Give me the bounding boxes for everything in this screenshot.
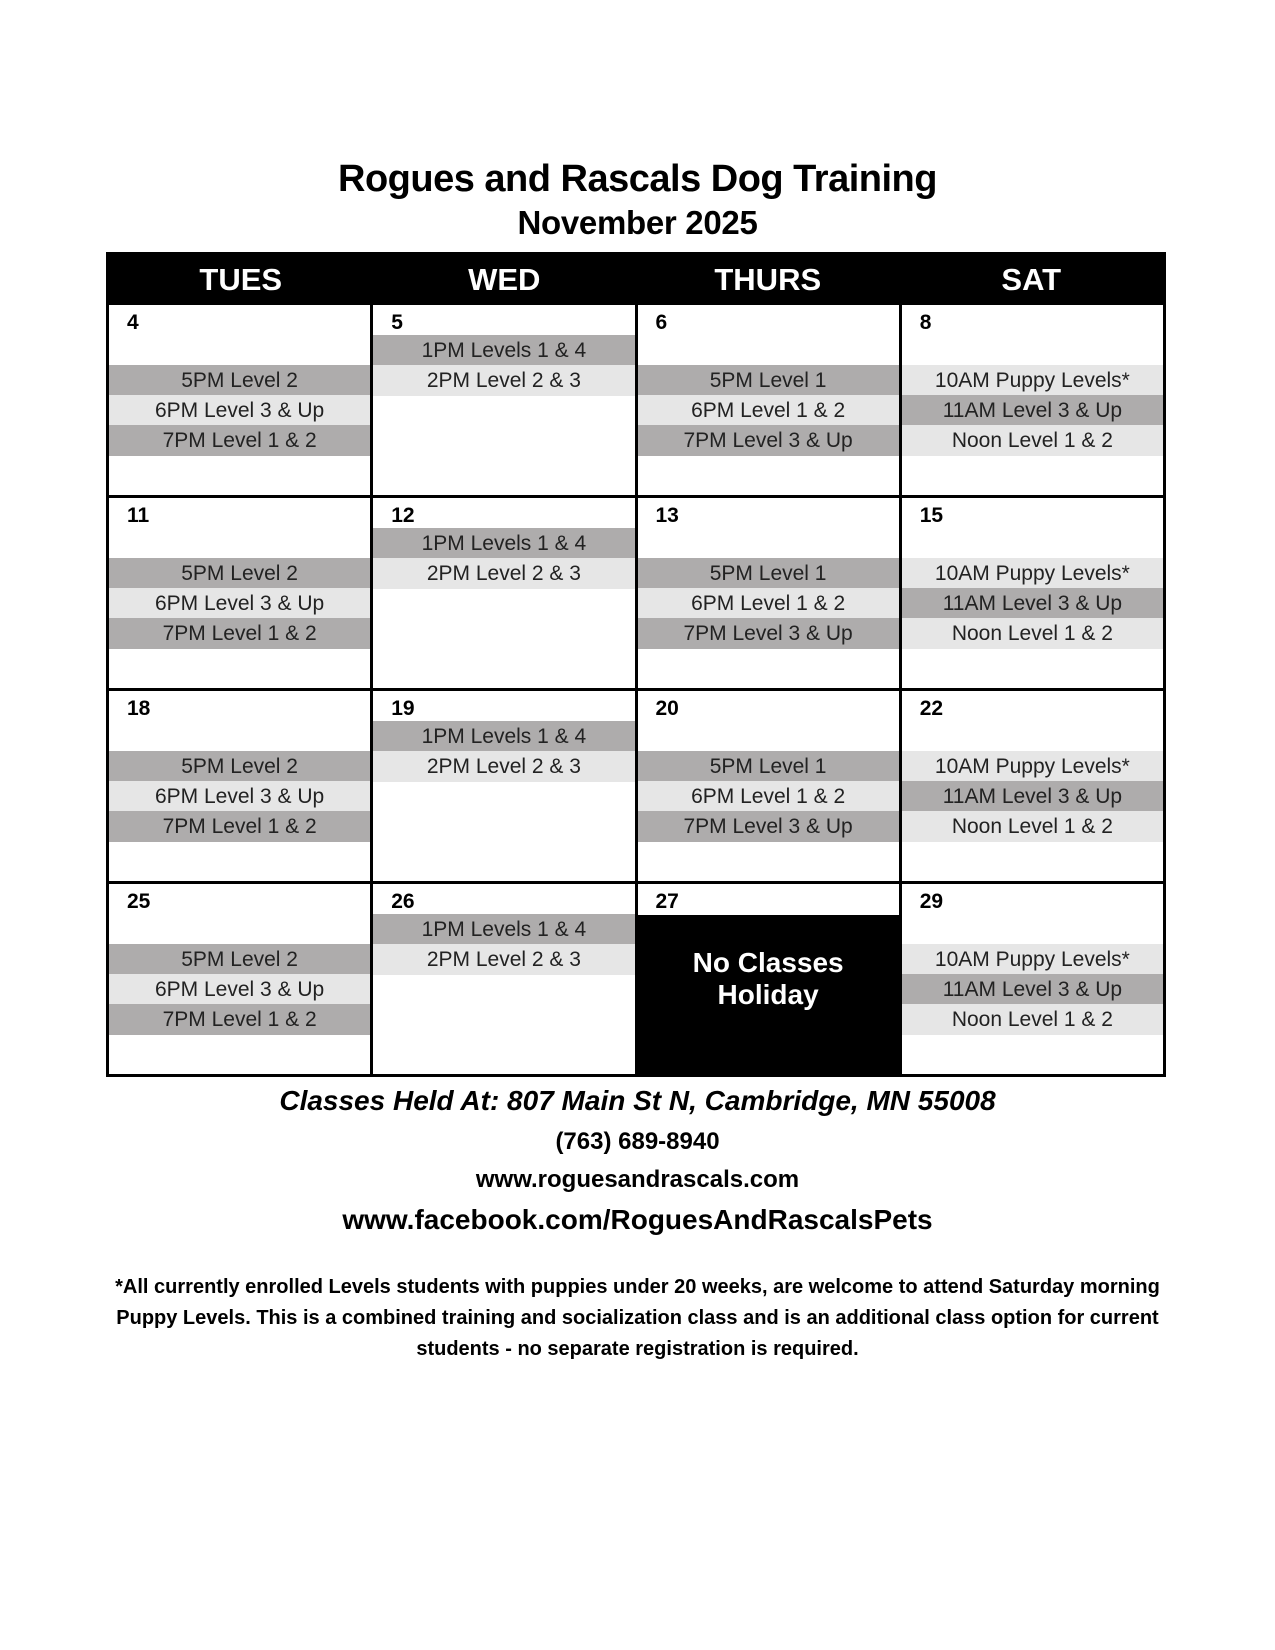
facebook-link[interactable]: www.facebook.com/RoguesAndRascalsPets <box>342 1204 933 1235</box>
day-number: 15 <box>919 504 944 527</box>
day-number: 6 <box>655 311 668 334</box>
class-slot: 1PM Levels 1 & 4 <box>373 335 634 366</box>
day-cell-sat <box>899 498 1163 688</box>
holiday-line-holiday: Holiday <box>717 979 819 1010</box>
month-subtitle: November 2025 <box>517 204 758 241</box>
class-slot: 2PM Level 2 & 3 <box>373 558 634 589</box>
class-slot: 10AM Puppy Levels* <box>902 558 1163 589</box>
day-cell-tues <box>109 498 370 688</box>
holiday-block <box>638 915 899 1074</box>
day-cell-wed <box>370 498 634 688</box>
day-cell-thurs <box>635 884 899 1074</box>
day-cell-wed <box>370 691 634 881</box>
website-link[interactable]: www.roguesandrascals.com <box>475 1166 800 1193</box>
page-title: Rogues and Rascals Dog Training <box>338 158 937 200</box>
day-number: 25 <box>127 890 151 913</box>
day-number: 22 <box>919 697 944 720</box>
class-slot: 2PM Level 2 & 3 <box>373 751 634 782</box>
class-slot: 1PM Levels 1 & 4 <box>373 528 634 559</box>
day-number: 8 <box>919 311 932 334</box>
day-cell-wed <box>370 305 634 495</box>
class-slot: Noon Level 1 & 2 <box>902 1004 1163 1035</box>
class-slot: 1PM Levels 1 & 4 <box>373 914 634 945</box>
header-wed: WED <box>468 262 541 297</box>
day-cell-sat <box>899 305 1163 495</box>
day-cell-sat <box>899 884 1163 1074</box>
class-slot: 10AM Puppy Levels* <box>902 751 1163 782</box>
class-slot: 5PM Level 2 <box>109 944 370 975</box>
day-number: 18 <box>127 697 151 720</box>
class-slot: 7PM Level 3 & Up <box>638 618 899 649</box>
calendar-week <box>109 688 1163 881</box>
day-cell-tues <box>109 691 370 881</box>
class-slot: 11AM Level 3 & Up <box>902 974 1163 1005</box>
class-slot: 6PM Level 1 & 2 <box>638 395 899 426</box>
class-slot: 7PM Level 3 & Up <box>638 425 899 456</box>
day-cell-sat <box>899 691 1163 881</box>
day-header-row <box>109 255 1163 305</box>
class-slot: 5PM Level 2 <box>109 751 370 782</box>
puppy-levels-note: *All currently enrolled Levels students with puppies under 20 weeks, are welcome to attend Saturday morning Puppy Levels. This is a combined training and socialization class and is an additional class option for current students - no separate registration is required. <box>115 1276 1160 1360</box>
class-slot: 5PM Level 1 <box>638 558 899 589</box>
class-slot: Noon Level 1 & 2 <box>902 811 1163 842</box>
class-slot: 11AM Level 3 & Up <box>902 395 1163 426</box>
day-cell-thurs <box>635 691 899 881</box>
day-number: 11 <box>127 504 150 527</box>
day-number: 26 <box>391 890 415 913</box>
day-number: 27 <box>655 890 679 913</box>
class-slot: 7PM Level 1 & 2 <box>109 425 370 456</box>
calendar-week <box>109 881 1163 1074</box>
phone-number: (763) 689-8940 <box>555 1128 720 1155</box>
day-cell-thurs <box>635 498 899 688</box>
calendar-table <box>106 252 1166 1077</box>
class-slot: 7PM Level 3 & Up <box>638 811 899 842</box>
class-slot: 6PM Level 1 & 2 <box>638 588 899 619</box>
class-slot: 5PM Level 1 <box>638 365 899 396</box>
class-slot: 1PM Levels 1 & 4 <box>373 721 634 752</box>
class-slot: 6PM Level 3 & Up <box>109 974 370 1005</box>
class-slot: 6PM Level 1 & 2 <box>638 781 899 812</box>
holiday-line-no-classes: No Classes <box>692 947 844 978</box>
class-slot: 6PM Level 3 & Up <box>109 395 370 426</box>
class-slot: 7PM Level 1 & 2 <box>109 1004 370 1035</box>
calendar-week <box>109 495 1163 688</box>
class-slot: 7PM Level 1 & 2 <box>109 618 370 649</box>
class-slot: 5PM Level 1 <box>638 751 899 782</box>
day-number: 12 <box>391 504 415 527</box>
class-slot: 5PM Level 2 <box>109 558 370 589</box>
class-slot: 5PM Level 2 <box>109 365 370 396</box>
class-slot: Noon Level 1 & 2 <box>902 425 1163 456</box>
header-sat: SAT <box>1001 262 1062 297</box>
header-tues: TUES <box>199 262 283 297</box>
day-cell-wed <box>370 884 634 1074</box>
class-slot: 6PM Level 3 & Up <box>109 781 370 812</box>
header-thurs: THURS <box>714 262 822 297</box>
day-cell-tues <box>109 305 370 495</box>
address: Classes Held At: 807 Main St N, Cambridge, MN 55008 <box>279 1085 996 1116</box>
class-slot: 2PM Level 2 & 3 <box>373 944 634 975</box>
calendar-week <box>109 305 1163 495</box>
day-number: 29 <box>919 890 944 913</box>
day-number: 5 <box>391 311 403 334</box>
day-cell-thurs <box>635 305 899 495</box>
class-slot: 10AM Puppy Levels* <box>902 365 1163 396</box>
day-number: 19 <box>391 697 415 720</box>
day-number: 20 <box>655 697 679 720</box>
class-slot: 10AM Puppy Levels* <box>902 944 1163 975</box>
class-slot: 11AM Level 3 & Up <box>902 588 1163 619</box>
day-number: 4 <box>127 311 139 334</box>
class-slot: Noon Level 1 & 2 <box>902 618 1163 649</box>
class-slot: 2PM Level 2 & 3 <box>373 365 634 396</box>
day-number: 13 <box>655 504 679 527</box>
class-slot: 7PM Level 1 & 2 <box>109 811 370 842</box>
class-slot: 11AM Level 3 & Up <box>902 781 1163 812</box>
class-slot: 6PM Level 3 & Up <box>109 588 370 619</box>
day-cell-tues <box>109 884 370 1074</box>
